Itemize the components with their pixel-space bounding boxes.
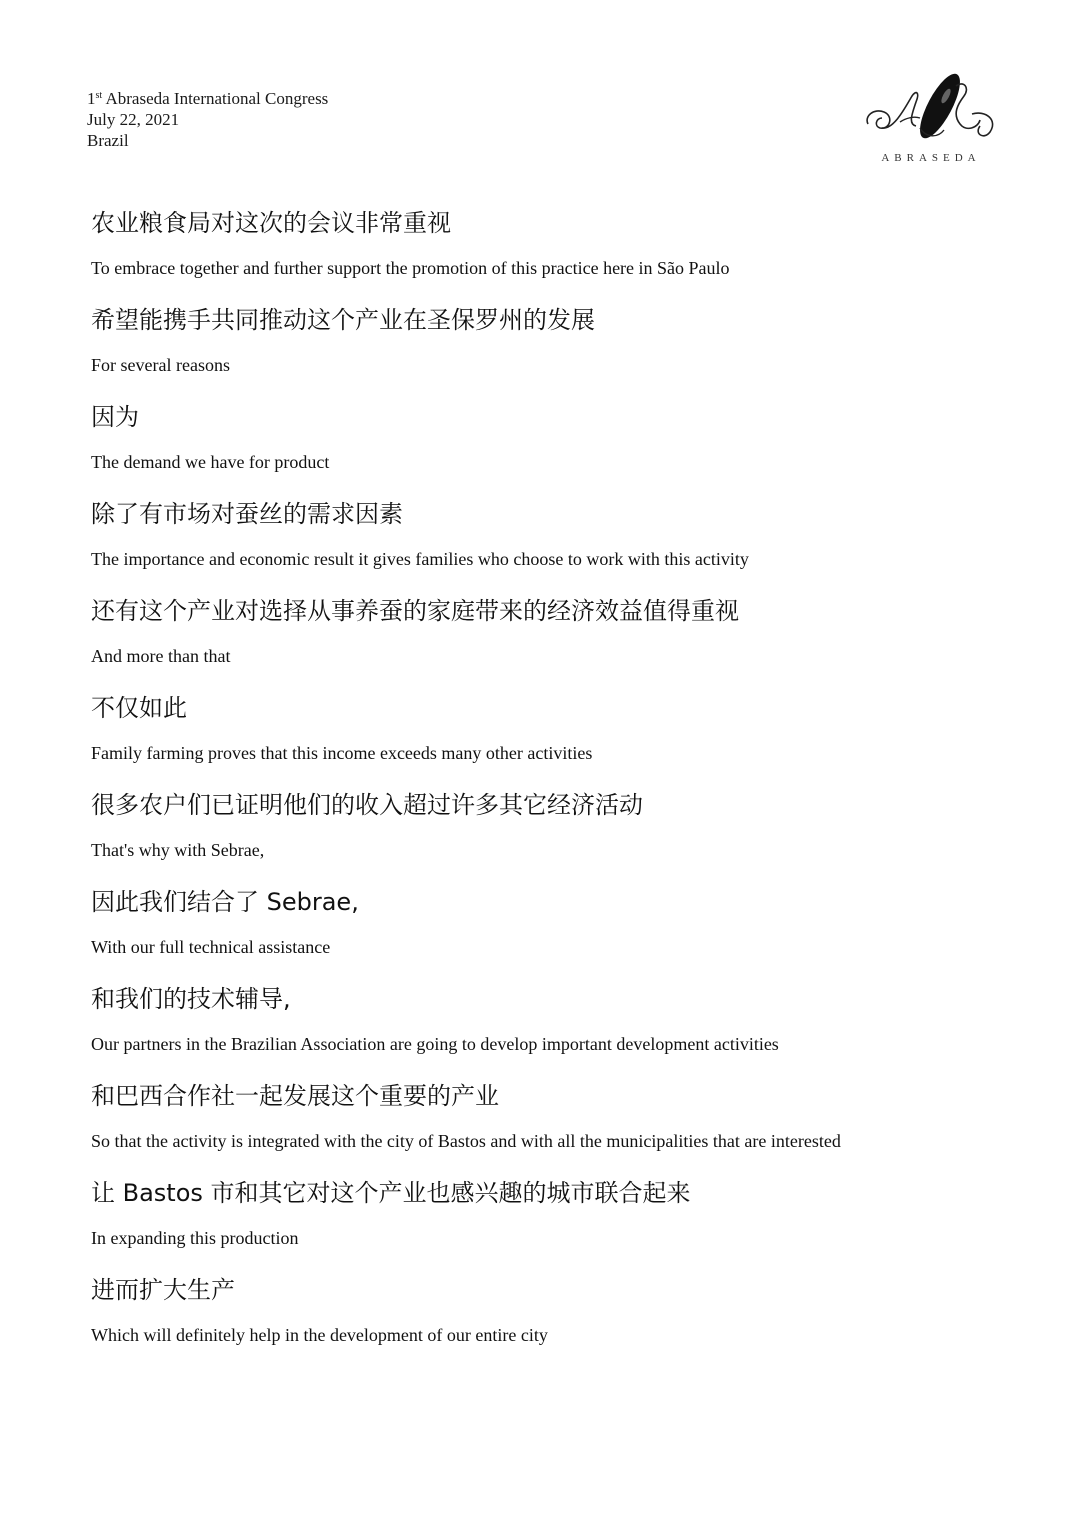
english-line: Our partners in the Brazilian Association are going to develop important development activities xyxy=(91,1034,779,1054)
chinese-line: 希望能携手共同推动这个产业在圣保罗州的发展 xyxy=(91,306,595,334)
english-line: That's why with Sebrae, xyxy=(91,840,265,860)
english-line: With our full technical assistance xyxy=(91,937,331,957)
chinese-line: 还有这个产业对选择从事养蚕的家庭带来的经济效益值得重视 xyxy=(91,597,739,625)
transcript-pair xyxy=(91,982,1051,1079)
transcript-pair xyxy=(91,691,1051,788)
silkworm-logo-icon xyxy=(860,66,1005,150)
transcript-body xyxy=(91,206,1051,1370)
english-line: And more than that xyxy=(91,646,231,666)
transcript-pair xyxy=(91,594,1051,691)
transcript-pair xyxy=(91,885,1051,982)
abraseda-logo xyxy=(860,66,1005,170)
chinese-line: 让 Bastos 市和其它对这个产业也感兴趣的城市联合起来 xyxy=(91,1179,691,1207)
english-line: So that the activity is integrated with the city of Bastos and with all the municipalities that are interested xyxy=(91,1131,841,1151)
congress-number: 1 xyxy=(87,89,96,108)
transcript-pair xyxy=(91,303,1051,400)
congress-ordinal: st xyxy=(95,90,103,101)
congress-country: Brazil xyxy=(87,131,129,150)
english-line: Which will definitely help in the development of our entire city xyxy=(91,1325,548,1345)
chinese-line: 除了有市场对蚕丝的需求因素 xyxy=(91,500,403,528)
congress-date: July 22, 2021 xyxy=(87,110,180,129)
chinese-line: 进而扩大生产 xyxy=(91,1276,235,1304)
english-line: To embrace together and further support the promotion of this practice here in São Paulo xyxy=(91,258,730,278)
document-header xyxy=(87,88,328,151)
chinese-line: 很多农户们已证明他们的收入超过许多其它经济活动 xyxy=(91,791,643,819)
chinese-line: 不仅如此 xyxy=(91,694,187,722)
transcript-pair xyxy=(91,788,1051,885)
chinese-line: 和我们的技术辅导, xyxy=(91,985,291,1013)
transcript-pair xyxy=(91,1079,1051,1176)
english-line: The importance and economic result it gives families who choose to work with this activity xyxy=(91,549,749,569)
english-line: Family farming proves that this income exceeds many other activities xyxy=(91,743,593,763)
english-line: For several reasons xyxy=(91,355,230,375)
chinese-line: 和巴西合作社一起发展这个重要的产业 xyxy=(91,1082,499,1110)
transcript-pair xyxy=(91,206,1051,303)
english-line: In expanding this production xyxy=(91,1228,299,1248)
transcript-pair xyxy=(91,497,1051,594)
english-line: The demand we have for product xyxy=(91,452,330,472)
chinese-line: 因为 xyxy=(91,403,139,431)
transcript-pair xyxy=(91,400,1051,497)
chinese-line: 农业粮食局对这次的会议非常重视 xyxy=(91,209,451,237)
logo-wordmark: ABRASEDA xyxy=(881,152,981,164)
congress-name: Abraseda International Congress xyxy=(102,89,329,108)
congress-title xyxy=(87,88,328,109)
transcript-pair xyxy=(91,1273,1051,1370)
chinese-line: 因此我们结合了 Sebrae, xyxy=(91,888,359,916)
transcript-pair xyxy=(91,1176,1051,1273)
